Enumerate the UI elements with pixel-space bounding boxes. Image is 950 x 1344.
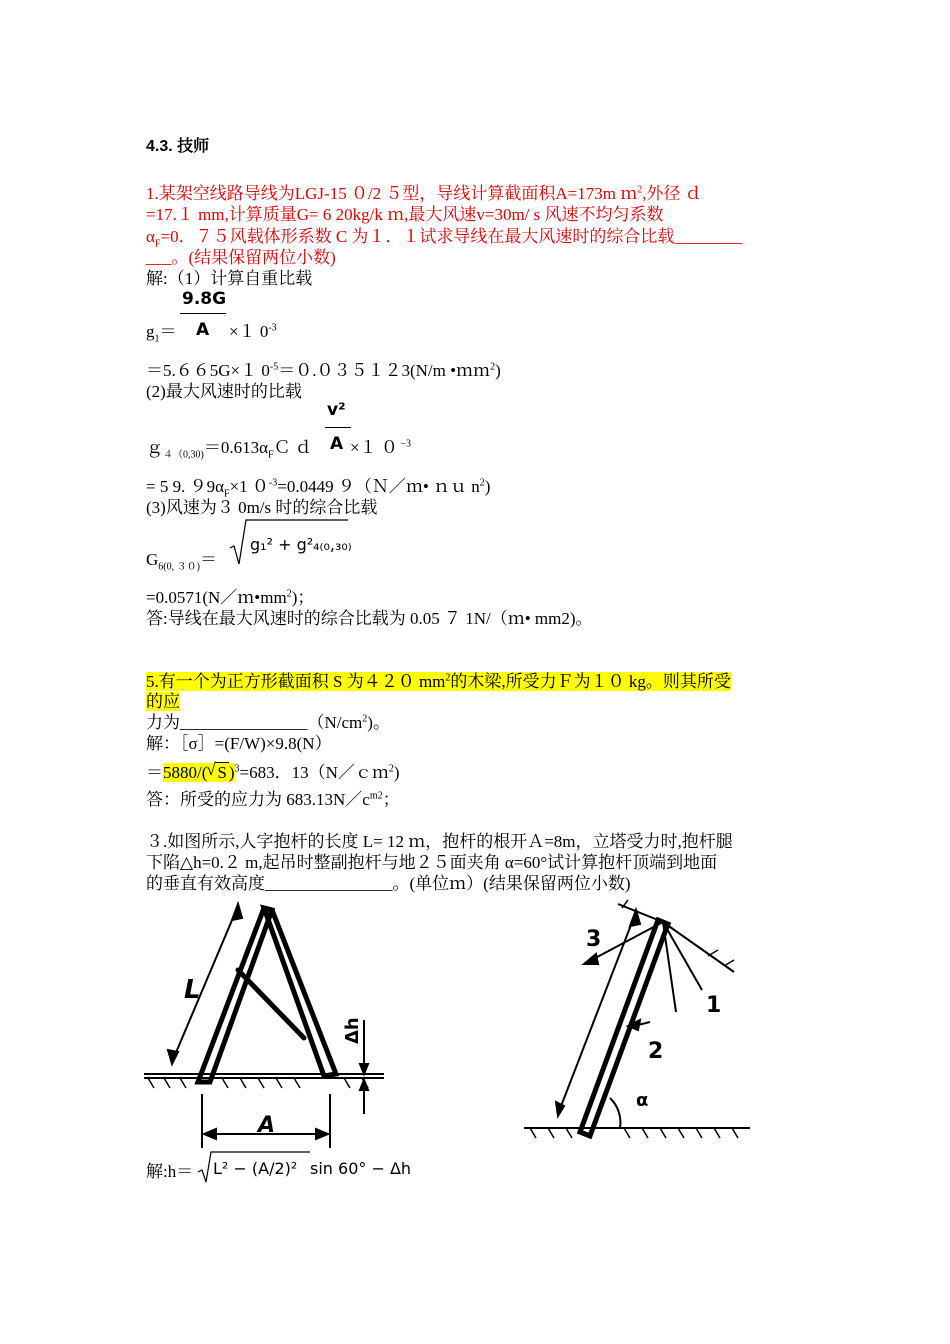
frac1-numerator: 9.8G <box>182 289 227 309</box>
figure-gin-pole <box>524 894 750 1156</box>
q3-line-1: ３.如图所示,人字抱杆的长度 L= 12 ｍ，抱杆的根开Ａ=8m，立塔受力时,抱杆腿 <box>146 832 733 851</box>
sol1-step1: 解:（1）计算自重比载 <box>146 269 313 288</box>
svg-text:g₁² + g²₄₍₀,₃₀₎: g₁² + g²₄₍₀,₃₀₎ <box>250 535 352 554</box>
g6-formula: $G_{6(0, 30)}=$ <box>146 550 217 573</box>
sqrt-g1-g4 <box>228 518 352 568</box>
frac1-denominator: A <box>196 320 210 340</box>
figure-a-frame <box>144 894 384 1156</box>
sol1-answer: 答:导线在最大风速时的综合比载为 0.05 ７ 1N/（ｍ• mm2)。 <box>146 609 593 628</box>
svg-text:sin 60° − Δh: sin 60° − Δh <box>310 1159 412 1178</box>
sqrt-s: √ S <box>206 760 227 782</box>
label-L: L <box>184 975 201 1005</box>
frac2-bar <box>325 427 351 428</box>
sol1-result2: = 5 9. $99\alpha_F\times 1$ $0^{-3}=0.0449$ ９（Ｎ／ｍ• ｎｕ $n^2$) <box>146 477 491 500</box>
label-alpha: α <box>636 1090 649 1111</box>
frac2-denominator: A <box>330 434 344 454</box>
g1-formula: $g_1=$ <box>146 322 177 345</box>
label-1: 1 <box>706 993 722 1018</box>
sol1-step3: (3)风速为３ 0m/s 时的综合比载 <box>146 498 378 517</box>
svg-text:L² − (A/2)²: L² − (A/2)² <box>213 1159 298 1178</box>
sol3-formula <box>196 1150 416 1184</box>
q5-answer: 答：所受的应力为 $683.13N/c^{m2}$； <box>146 790 400 809</box>
q3-line-3: 的垂直有效高度_______________。(单位ｍ）(结果保留两位小数) <box>146 874 631 893</box>
q5-result: ＝5880/( √ S )$^3$=683．13（N／ｃｍ$^2$) <box>146 760 400 782</box>
g4-times: ×１ ０ $^{-3}$ <box>350 438 411 457</box>
frac1-bar <box>180 313 226 314</box>
q3-line-2: 下陷△h=0.２ m,起吊时整副抱杆与地２５面夹角 α=60°试计算抱杆顶端到地面 <box>146 853 718 872</box>
q1-line-1: 1.某架空线路导线为LGJ-15 ０/2 ５型，导线计算截面积A=173m ｍ$^2$,外径 ｄ <box>146 184 702 203</box>
g4-formula: $g_{4(0,30)}=0.613\alpha_FC$ ｄ <box>146 438 312 461</box>
sol1-result3: $=0.0571(N/m•mm^2)$； <box>146 588 315 607</box>
frac2-numerator: v² <box>327 400 346 420</box>
q5-solution: 解：［σ］=(F/W)×9.8(N） <box>146 734 332 753</box>
sol1-result1: ＝5.６６5G×１ $0^{-5}=0.035123(N/m$ •ｍｍ$^2$) <box>146 361 501 380</box>
q1-line-2: =17.１ mm,计算质量G= 6 20kg/k ｍ,最大风速v=30m/ s 风速不均匀系数 <box>146 205 664 224</box>
sol1-step2: (2)最大风速时的比载 <box>146 382 302 401</box>
q5-line-1: 5.有一个为正方形截面积 S 为４２０ $mm^2$的木梁,所受力Ｆ为１０ kg。则其所受 <box>146 672 731 691</box>
sol3-prefix: 解:h＝ <box>146 1162 194 1181</box>
q5-line-2: 的应 <box>146 692 180 711</box>
label-dh: Δh <box>342 1017 363 1044</box>
label-3: 3 <box>586 927 602 952</box>
g1-times: ×１ $0^{-3}$ <box>229 322 277 341</box>
q1-line-3: $\alpha_F=0$．７５风载体形系数 C 为１．１试求导线在最大风速时的综合比载________ <box>146 227 743 250</box>
label-A: A <box>258 1113 276 1138</box>
q1-line-4: ___。(结果保留两位小数) <box>146 248 336 267</box>
q5-line-3: 力为$\_\_\_\_\_\_\_\_\_\_\_\_\_\_\_(N/cm^2)$。 <box>146 713 390 732</box>
label-2: 2 <box>648 1039 664 1064</box>
section-heading: 4.3. 技师 <box>146 138 210 155</box>
